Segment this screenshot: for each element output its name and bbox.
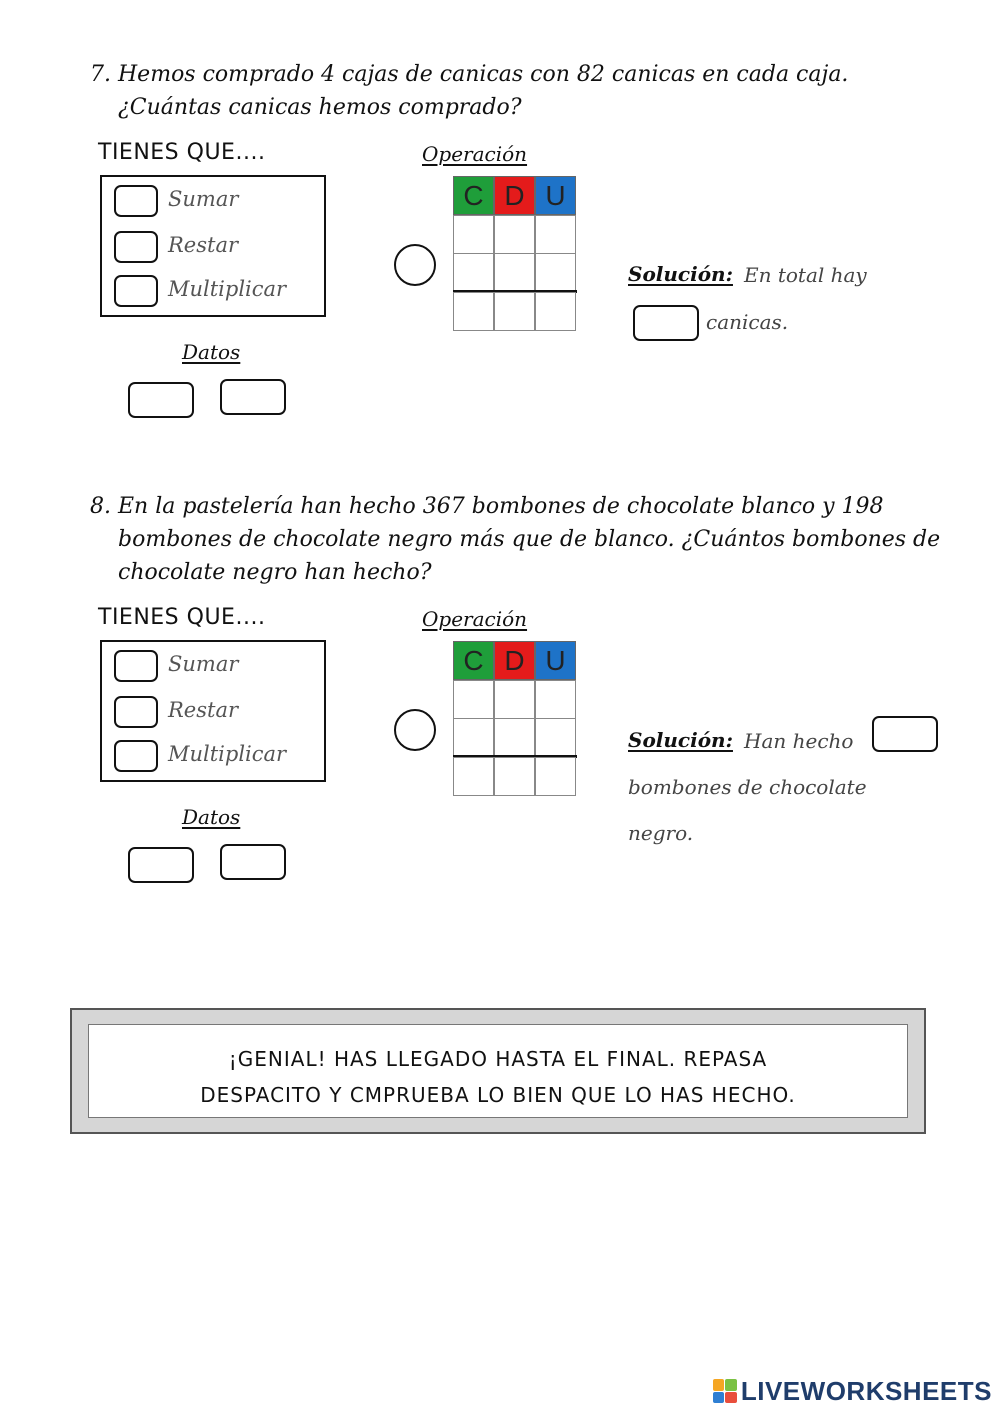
cdu-grid — [453, 176, 577, 330]
option-label: Restar — [168, 698, 239, 722]
grid-cell[interactable] — [535, 718, 576, 757]
header-c: C — [453, 641, 494, 680]
operacion-title: Operación — [422, 607, 528, 631]
datos-title: Datos — [182, 805, 241, 829]
tienes-que-label: TIENES QUE.... — [98, 140, 266, 165]
question-text-line: Hemos comprado 4 cajas de canicas con 82 canicas en cada caja. — [118, 62, 849, 87]
grid-cell[interactable] — [453, 253, 494, 292]
question-number: 8. — [90, 494, 111, 519]
solution-text: bombones de chocolate — [628, 775, 867, 799]
brand-name: LIVEWORKSHEETS — [740, 1375, 992, 1406]
grid-cell[interactable] — [494, 680, 535, 719]
operation-choice-box — [100, 640, 326, 782]
operation-sign-circle[interactable] — [394, 709, 436, 751]
dato-input-1[interactable] — [128, 847, 194, 883]
dato-input-2[interactable] — [220, 379, 286, 415]
option-label: Restar — [168, 233, 239, 257]
solution-input[interactable] — [872, 716, 938, 752]
grid-cell[interactable] — [453, 718, 494, 757]
datos-title: Datos — [182, 340, 241, 364]
cdu-grid — [453, 641, 577, 795]
solution-text: negro. — [628, 821, 694, 845]
banner-inner — [88, 1024, 908, 1118]
question-text-line: En la pastelería han hecho 367 bombones de chocolate blanco y 198 — [118, 494, 884, 519]
solution-input[interactable] — [633, 305, 699, 341]
header-u: U — [535, 176, 576, 215]
grid-cell[interactable] — [453, 215, 494, 254]
operation-choice-box — [100, 175, 326, 317]
operacion-title: Operación — [422, 142, 528, 166]
grid-cell[interactable] — [494, 215, 535, 254]
checkbox-sumar[interactable] — [114, 185, 158, 217]
question-7 — [90, 58, 848, 124]
checkbox-restar[interactable] — [114, 231, 158, 263]
grid-cell[interactable] — [453, 680, 494, 719]
grid-cell[interactable] — [535, 757, 576, 796]
final-banner — [70, 1008, 926, 1134]
operation-sign-circle[interactable] — [394, 244, 436, 286]
grid-cell[interactable] — [453, 292, 494, 331]
solution-text: En total hay — [744, 263, 867, 287]
grid-cell[interactable] — [494, 292, 535, 331]
option-label: Sumar — [168, 187, 239, 211]
grid-cell[interactable] — [535, 680, 576, 719]
checkbox-multiplicar[interactable] — [114, 740, 158, 772]
checkbox-sumar[interactable] — [114, 650, 158, 682]
liveworksheets-logo-icon — [713, 1379, 737, 1403]
question-text-line: bombones de chocolate negro más que de blanco. ¿Cuántos bombones de — [118, 527, 941, 552]
grid-cell[interactable] — [535, 292, 576, 331]
solution-text: Han hecho — [744, 729, 854, 753]
option-label: Multiplicar — [168, 742, 287, 766]
question-8 — [90, 490, 940, 589]
grid-cell[interactable] — [453, 757, 494, 796]
checkbox-multiplicar[interactable] — [114, 275, 158, 307]
header-d: D — [494, 176, 535, 215]
tienes-que-label: TIENES QUE.... — [98, 605, 266, 630]
dato-input-2[interactable] — [220, 844, 286, 880]
solucion-title: Solución: — [628, 262, 733, 286]
grid-cell[interactable] — [494, 757, 535, 796]
solucion-title: Solución: — [628, 728, 733, 752]
grid-cell[interactable] — [535, 253, 576, 292]
header-d: D — [494, 641, 535, 680]
banner-line-1: ¡GENIAL! HAS LLEGADO HASTA EL FINAL. REPASA — [228, 1047, 768, 1071]
checkbox-restar[interactable] — [114, 696, 158, 728]
grid-cell[interactable] — [494, 718, 535, 757]
question-text-line: chocolate negro han hecho? — [118, 560, 432, 585]
grid-cell[interactable] — [535, 215, 576, 254]
header-u: U — [535, 641, 576, 680]
question-number: 7. — [90, 62, 111, 87]
grid-cell[interactable] — [494, 253, 535, 292]
solution-text: canicas. — [706, 310, 789, 334]
option-label: Multiplicar — [168, 277, 287, 301]
banner-line-2: DESPACITO Y CMPRUEBA LO BIEN QUE LO HAS HECHO. — [200, 1083, 796, 1107]
dato-input-1[interactable] — [128, 382, 194, 418]
liveworksheets-brand — [713, 1376, 992, 1406]
option-label: Sumar — [168, 652, 239, 676]
header-c: C — [453, 176, 494, 215]
question-text-line: ¿Cuántas canicas hemos comprado? — [118, 95, 522, 120]
